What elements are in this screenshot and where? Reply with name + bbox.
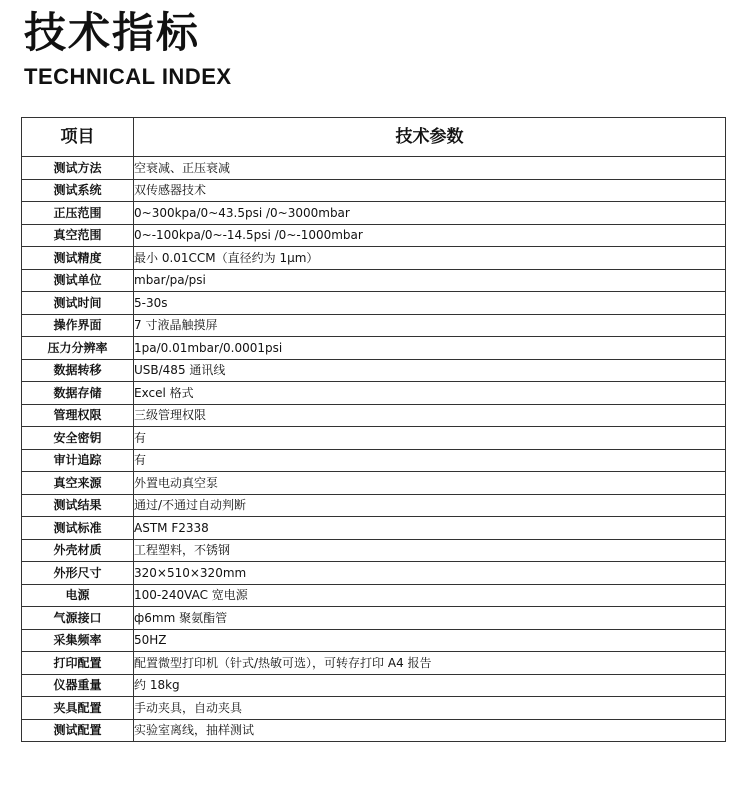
row-value: 三级管理权限 [134,404,726,427]
table-row [22,539,726,562]
table-row [22,157,726,180]
spec-table [21,117,726,742]
row-item-label: 仪器重量 [22,674,134,697]
row-item-label: 采集频率 [22,629,134,652]
table-row [22,697,726,720]
row-value: 0~-100kpa/0~-14.5psi /0~-1000mbar [134,224,726,247]
row-value: 空衰减、正压衰减 [134,157,726,180]
row-item-label: 测试系统 [22,179,134,202]
table-row [22,652,726,675]
row-value: 有 [134,449,726,472]
table-row [22,359,726,382]
row-value: 配置微型打印机（针式/热敏可选），可转存打印 A4 报告 [134,652,726,675]
row-item-label: 真空范围 [22,224,134,247]
row-item-label: 气源接口 [22,607,134,630]
page-title: 技术指标 [24,8,201,57]
row-item-label: 测试方法 [22,157,134,180]
header-item: 项目 [22,118,134,157]
table-row [22,472,726,495]
table-row [22,224,726,247]
row-item-label: 压力分辨率 [22,337,134,360]
row-value: mbar/pa/psi [134,269,726,292]
table-row [22,404,726,427]
row-value: 320×510×320mm [134,562,726,585]
table-row [22,674,726,697]
table-row [22,292,726,315]
row-value: ф6mm 聚氨酯管 [134,607,726,630]
row-item-label: 审计追踪 [22,449,134,472]
table-row [22,382,726,405]
row-item-label: 电源 [22,584,134,607]
row-value: ASTM F2338 [134,517,726,540]
table-row [22,719,726,742]
row-item-label: 操作界面 [22,314,134,337]
table-header-row [22,118,726,157]
row-item-label: 安全密钥 [22,427,134,450]
table-body [22,157,726,742]
row-item-label: 真空来源 [22,472,134,495]
page-subtitle: TECHNICAL INDEX [24,64,232,89]
table-row [22,247,726,270]
row-item-label: 数据存储 [22,382,134,405]
row-item-label: 外壳材质 [22,539,134,562]
table-row [22,314,726,337]
table-row [22,202,726,225]
row-value: 约 18kg [134,674,726,697]
row-value: 50HZ [134,629,726,652]
row-item-label: 测试配置 [22,719,134,742]
table-row [22,449,726,472]
row-item-label: 测试时间 [22,292,134,315]
row-value: 手动夹具，自动夹具 [134,697,726,720]
row-item-label: 测试单位 [22,269,134,292]
row-item-label: 管理权限 [22,404,134,427]
table-row [22,337,726,360]
header-parameters: 技术参数 [134,118,726,157]
row-item-label: 正压范围 [22,202,134,225]
row-value: 100-240VAC 宽电源 [134,584,726,607]
row-value: 有 [134,427,726,450]
table-row [22,562,726,585]
table-row [22,269,726,292]
row-value: 0~300kpa/0~43.5psi /0~3000mbar [134,202,726,225]
row-value: 工程塑料，不锈钢 [134,539,726,562]
row-item-label: 打印配置 [22,652,134,675]
row-value: 最小 0.01CCM（直径约为 1μm） [134,247,726,270]
row-item-label: 夹具配置 [22,697,134,720]
table-row [22,494,726,517]
row-value: 实验室离线，抽样测试 [134,719,726,742]
table-row [22,517,726,540]
row-value: 通过/不通过自动判断 [134,494,726,517]
row-item-label: 测试标准 [22,517,134,540]
table-row [22,427,726,450]
row-item-label: 数据转移 [22,359,134,382]
table-row [22,179,726,202]
row-value: 7 寸液晶触摸屏 [134,314,726,337]
row-value: 外置电动真空泵 [134,472,726,495]
row-item-label: 外形尺寸 [22,562,134,585]
row-value: 双传感器技术 [134,179,726,202]
table-row [22,584,726,607]
row-value: 5-30s [134,292,726,315]
row-item-label: 测试结果 [22,494,134,517]
table-row [22,629,726,652]
row-value: Excel 格式 [134,382,726,405]
row-value: 1pa/0.01mbar/0.0001psi [134,337,726,360]
row-value: USB/485 通讯线 [134,359,726,382]
table-row [22,607,726,630]
row-item-label: 测试精度 [22,247,134,270]
